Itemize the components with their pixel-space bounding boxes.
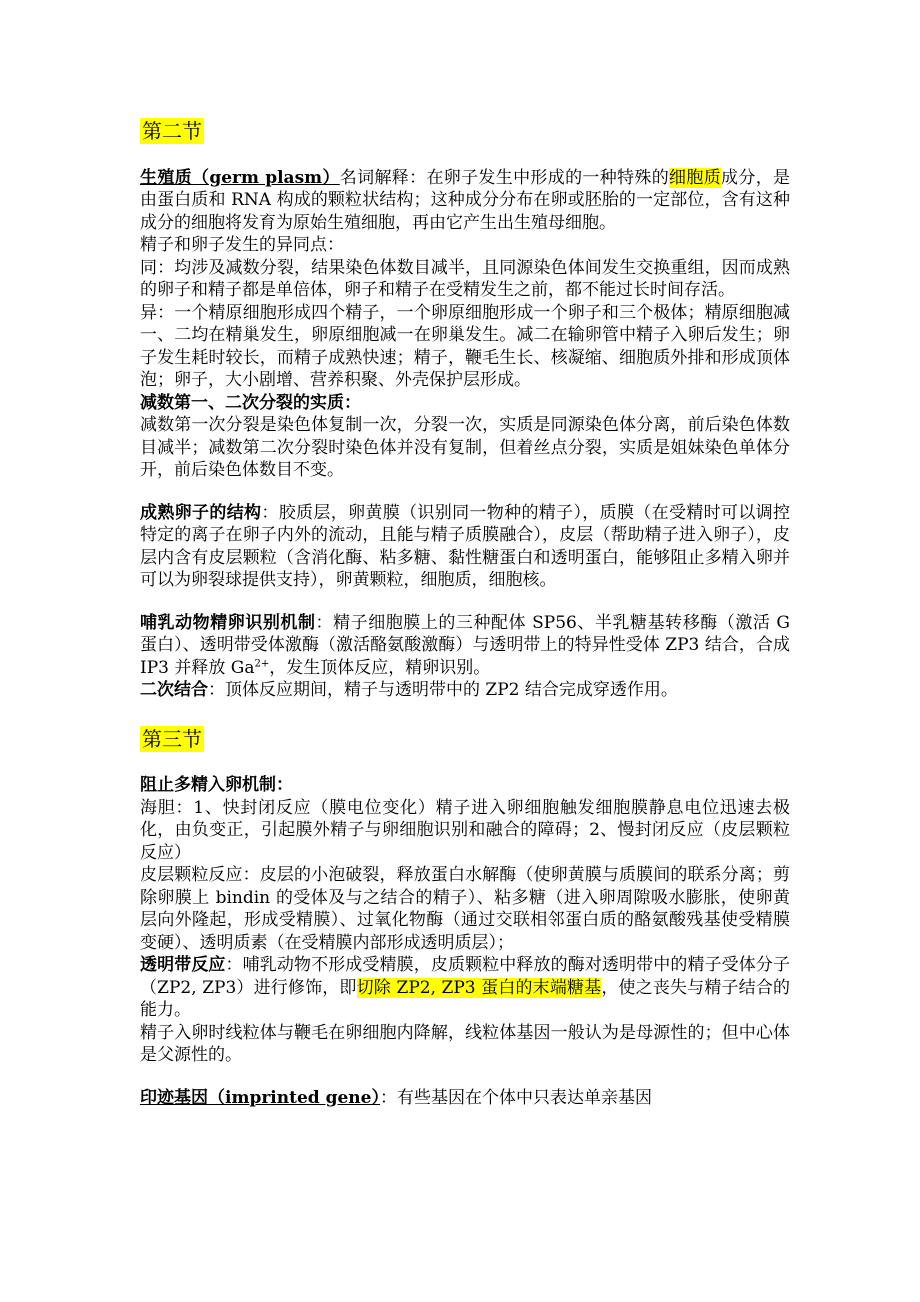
meiosis-paragraph: 减数第一次分裂是染色体复制一次，分裂一次，实质是同源染色体分离，前后染色体数目减半；减数第二次分裂时染色体并没有复制，但着丝点分裂，实质是姐妹染色单体分开，前后染色体数目不变。 <box>140 415 790 480</box>
mammal-recognition-paragraph <box>140 612 790 680</box>
imprinted-gene-text: ：有些基因在个体中只表达单亲基因 <box>379 1087 652 1108</box>
same-paragraph: 同：均涉及减数分裂，结果染色体数目减半，且同源染色体间发生交换重组，因而成熟的卵子和精子都是单倍体，卵子和精子在受精发生之前，都不能过长时间存活。 <box>140 257 790 300</box>
secondary-binding-paragraph <box>140 679 790 702</box>
imprinted-gene-paragraph <box>140 1087 790 1110</box>
zona-reaction-text-before: ：哺乳动物不形成受精膜，皮质颗粒中释放的酶对透明带中的精子受体分子（ZP2, ZP3）进行修饰，即 <box>140 955 791 998</box>
germ-plasm-text-before: 名词解释：在卵子发生中形成的一种特殊的 <box>339 167 670 188</box>
cytoplasm-highlight: 细胞质 <box>669 167 722 188</box>
mammal-recognition-text-before: ：精子细胞膜上的三种配体 SP56、半乳糖基转移酶（激活 G 蛋白）、透明带受体激酶（激活酪氨酸激酶）与透明带上的特异性受体 ZP3 结合，合成 IP3 并释放 Ga <box>140 612 790 678</box>
section-heading-2: 第二节 <box>142 119 202 143</box>
egg-structure-text: ：胶质层，卵黄膜（识别同一物种的精子），质膜（在受精时可以调控特定的离子在卵子内外的流动，且能与精子质膜融合），皮层（帮助精子进入卵子），皮层内含有皮层颗粒（含消化酶、粘多糖、黏性糖蛋白和透明蛋白，能够阻止多精入卵并可以为卵裂球提供支持），卵黄颗粒，细胞质，细胞核。 <box>140 502 791 590</box>
egg-structure-paragraph <box>140 502 790 592</box>
section-heading-3: 第三节 <box>142 726 202 751</box>
calcium-superscript: 2+ <box>254 657 270 669</box>
diff-paragraph: 异：一个精原细胞形成四个精子，一个卵原细胞形成一个卵子和三个极体；精原细胞减一、二均在精巢发生，卵原细胞减一在卵巢发生。减二在输卵管中精子入卵后发生；卵子发生耗时较长，而精子成熟快速；精子，鞭毛生长、核凝缩、细胞质外排和形成顶体泡；卵子，大小剧增、营养积聚、外壳保护层形成。 <box>140 302 790 390</box>
compare-title: 精子和卵子发生的异同点： <box>140 235 344 255</box>
zona-reaction-term: 透明带反应 <box>140 955 226 975</box>
glycosyl-highlight: 切除 ZP2, ZP3 蛋白的末端糖基 <box>356 977 602 998</box>
sea-urchin-paragraph: 海胆：1、快封闭反应（膜电位变化）精子进入卵细胞触发细胞膜静息电位迅速去极化，由负变正，引起膜外精子与卵细胞识别和融合的障碍；2、慢封闭反应（皮层颗粒反应） <box>140 797 790 863</box>
mitochondria-paragraph: 精子入卵时线粒体与鞭毛在卵细胞内降解，线粒体基因一般认为是母源性的；但中心体是父源性的。 <box>140 1022 790 1065</box>
secondary-binding-text: ：顶体反应期间，精子与透明带中的 ZP2 结合完成穿透作用。 <box>208 680 678 700</box>
polyspermy-title: 阻止多精入卵机制： <box>140 775 293 795</box>
document-page <box>140 118 790 1109</box>
germ-plasm-paragraph <box>140 167 790 235</box>
cortical-paragraph: 皮层颗粒反应：皮层的小泡破裂，释放蛋白水解酶（使卵黄膜与质膜间的联系分离；剪除卵膜上 bindin 的受体及与之结合的精子）、粘多糖（进入卵周隙吸水膨胀，使卵黄层向外隆起，形成受精膜）、过氧化物酶（通过交联相邻蛋白质的酪氨酸残基使受精膜变硬）、透明质素（在受精膜内部形成透明质层）； <box>140 865 790 953</box>
egg-structure-term: 成熟卵子的结构 <box>140 502 262 523</box>
zona-reaction-text-after: ，使之丧失与精子结合的能力。 <box>140 977 790 1020</box>
germ-plasm-text-after: 成分，是由蛋白质和 RNA 构成的颗粒状结构；这种成分分布在卵或胚胎的一定部位，含有这种成分的细胞将发育为原始生殖细胞，再由它产生出生殖母细胞。 <box>140 167 791 233</box>
zona-reaction-paragraph <box>140 954 790 1022</box>
meiosis-title: 减数第一、二次分裂的实质： <box>140 392 361 413</box>
mammal-recognition-text-after: ，发生顶体反应，精卵识别。 <box>269 657 491 678</box>
mammal-recognition-term: 哺乳动物精卵识别机制 <box>140 612 316 633</box>
secondary-binding-term: 二次结合 <box>140 680 208 700</box>
germ-plasm-term: 生殖质（germ plasm） <box>140 167 340 188</box>
imprinted-gene-term: 印迹基因（imprinted gene） <box>140 1087 380 1108</box>
